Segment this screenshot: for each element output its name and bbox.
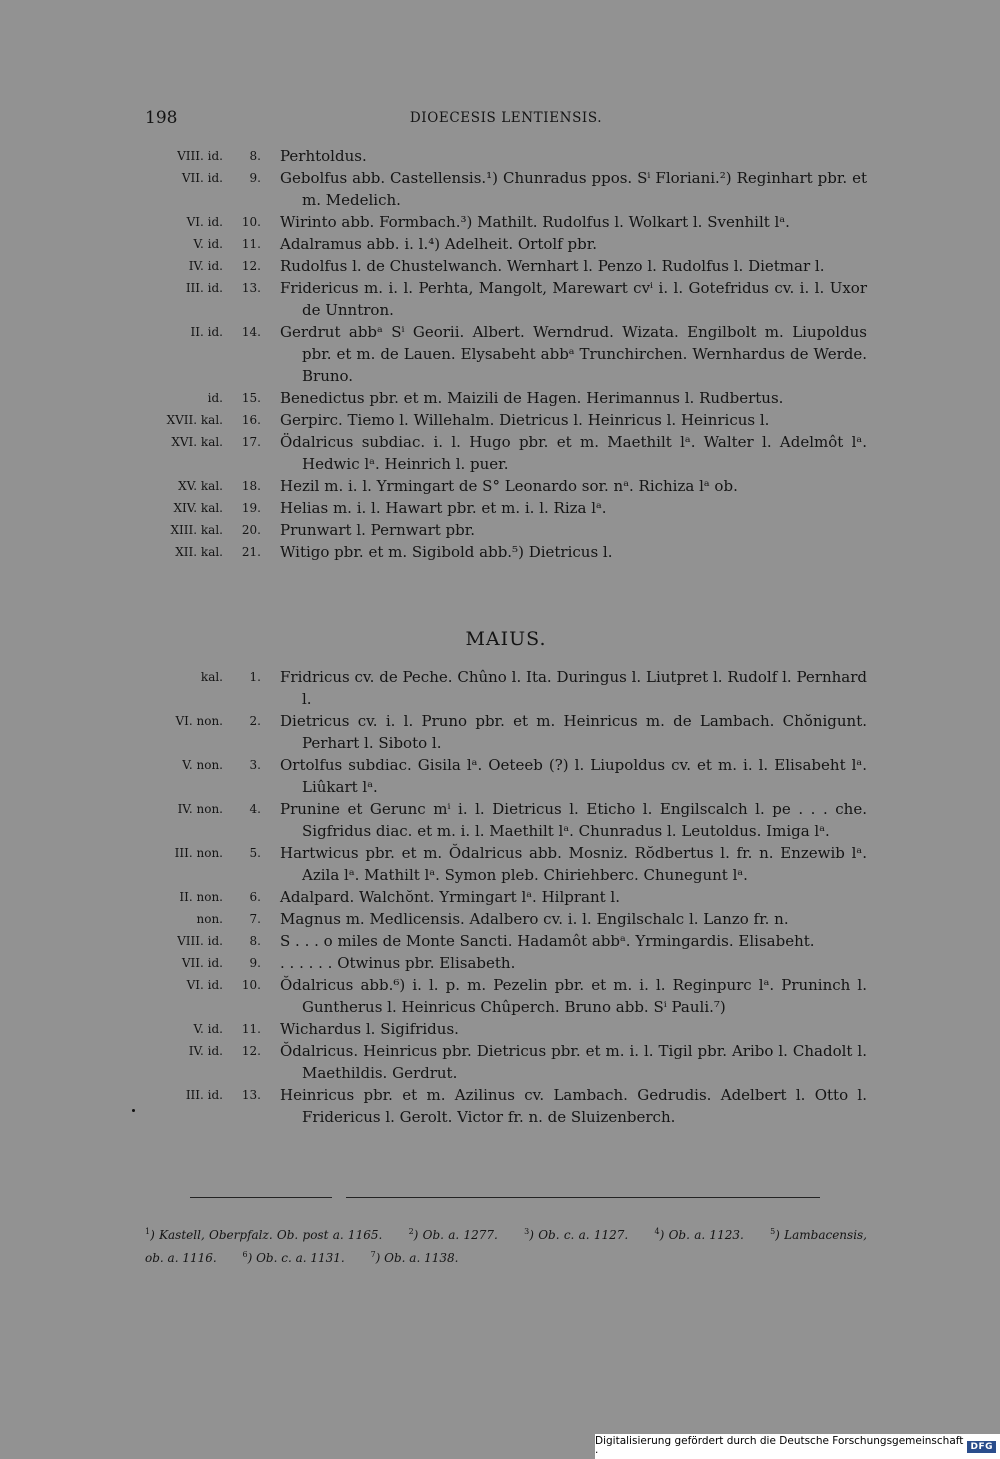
entry-day-number: 10. <box>241 215 261 229</box>
entry-date: IV. non. <box>177 802 223 816</box>
footnote-text: Lambacensis, ob. a. 1116. <box>145 1228 867 1265</box>
entry-date: VIII. id. <box>177 149 223 163</box>
footnote-text: Ob. a. 1138. <box>384 1251 459 1265</box>
footnote-mark: 2 <box>408 1227 414 1236</box>
running-title: DIOECESIS LENTIENSIS. <box>409 110 603 126</box>
entry-date: XVI. kal. <box>171 435 223 449</box>
entry-names: Hezil m. i. l. Yrmingart de S° Leonardo sor. nᵃ. Richiza lᵃ ob. <box>280 477 738 495</box>
footnote-mark: 3 <box>524 1227 530 1236</box>
entry-names: Heinricus pbr. et m. Azilinus cv. Lambach. Gedrudis. Adelbert l. Otto l. Fridericus l. Gerolt. Victor fr. n. de Sluizenberch. <box>280 1086 867 1126</box>
entry-names: Ŏdalricus abb.⁶) i. l. p. m. Pezelin pbr. et m. i. l. Reginpurc lᵃ. Pruninch l. Guntherus l. Heinricus Chûperch. Bruno abb. Sⁱ Pauli.⁷) <box>280 976 867 1016</box>
footnote: $^5$) Lambacensis, ob. a. 1116. <box>145 1227 867 1265</box>
entry-names: Dietricus cv. i. l. Pruno pbr. et m. Heinricus m. de Lambach. Chŏnigunt. Perhart l. Siboto l. <box>280 712 867 752</box>
entry-day-number: 16. <box>241 413 261 427</box>
entry-date: non. <box>196 912 223 926</box>
calendar-entry <box>145 497 867 519</box>
footnote: $^3$) Ob. c. a. 1127. <box>524 1227 629 1242</box>
calendar-entry <box>145 1040 867 1084</box>
entry-day-number: 8. <box>249 934 261 948</box>
entry-date: IV. id. <box>188 1044 223 1058</box>
entry-names: Prunine et Gerunc mⁱ i. l. Dietricus l. Eticho l. Engilscalch l. pe . . . che. Sigfridus diac. et m. i. l. Maethilt lᵃ. Chunradus l. Leutoldus. Imiga lᵃ. <box>280 800 867 840</box>
entry-day-number: 12. <box>241 1044 261 1058</box>
entry-date: VI. id. <box>186 978 223 992</box>
calendar-entry <box>145 519 867 541</box>
entry-day-number: 14. <box>241 325 261 339</box>
footnote: $^1$) Kastell, Oberpfalz. Ob. post a. 1165. <box>145 1227 383 1242</box>
month-title: MAIUS. <box>465 628 547 650</box>
entry-day-number: 20. <box>241 523 261 537</box>
footnote-text: Ob. c. a. 1131. <box>256 1251 345 1265</box>
entry-date: V. id. <box>193 237 223 251</box>
entry-date: XIII. kal. <box>170 523 223 537</box>
calendar-entry <box>145 710 867 754</box>
entry-day-number: 18. <box>241 479 261 493</box>
footnote-text: Ob. c. a. 1127. <box>538 1228 629 1242</box>
calendar-entry <box>145 277 867 321</box>
page-number: 198 <box>145 108 178 128</box>
entry-names: Helias m. i. l. Hawart pbr. et m. i. l. Riza lᵃ. <box>280 499 607 517</box>
april-entries <box>145 145 867 563</box>
entry-date: V. id. <box>193 1022 223 1036</box>
entry-names: Wirinto abb. Formbach.³) Mathilt. Rudolfus l. Wolkart l. Svenhilt lᵃ. <box>280 213 790 231</box>
footnote: $^7$) Ob. a. 1138. <box>370 1250 459 1265</box>
footnote-rule <box>190 1197 820 1198</box>
entry-names: Perhtoldus. <box>280 147 367 165</box>
entry-date: XVII. kal. <box>166 413 223 427</box>
calendar-entry <box>145 387 867 409</box>
entry-day-number: 5. <box>249 846 261 860</box>
calendar-entry <box>145 167 867 211</box>
digitization-credit <box>595 1434 1000 1459</box>
entry-names: Hartwicus pbr. et m. Ŏdalricus abb. Mosniz. Rŏdbertus l. fr. n. Enzewib lᵃ. Azila lᵃ. Mathilt lᵃ. Symon pleb. Chiriehberc. Chunegunt lᵃ. <box>280 844 867 884</box>
calendar-entry <box>145 974 867 1018</box>
entry-names: . . . . . . Otwinus pbr. Elisabeth. <box>280 954 516 972</box>
calendar-entry <box>145 409 867 431</box>
footnote: $^6$) Ob. c. a. 1131. <box>242 1250 345 1265</box>
calendar-entry <box>145 475 867 497</box>
entry-names: Fridericus m. i. l. Perhta, Mangolt, Marewart cvⁱ i. l. Gotefridus cv. i. l. Uxor de Unntron. <box>280 279 867 319</box>
entry-date: XII. kal. <box>175 545 223 559</box>
entry-day-number: 9. <box>249 956 261 970</box>
entry-names: Ortolfus subdiac. Gisila lᵃ. Oeteeb (?) l. Liupoldus cv. et m. i. l. Elisabeht lᵃ. Liûkart lᵃ. <box>280 756 867 796</box>
footnote-mark: 5 <box>770 1227 776 1236</box>
entry-names: Adalramus abb. i. l.⁴) Adelheit. Ortolf pbr. <box>280 235 597 253</box>
footnote-mark: 4 <box>654 1227 660 1236</box>
entry-day-number: 17. <box>241 435 261 449</box>
footnote: $^4$) Ob. a. 1123. <box>654 1227 744 1242</box>
calendar-entry <box>145 952 867 974</box>
entry-day-number: 11. <box>241 237 261 251</box>
calendar-entry <box>145 908 867 930</box>
entry-date: kal. <box>200 670 223 684</box>
calendar-entry <box>145 255 867 277</box>
calendar-entry <box>145 666 867 710</box>
calendar-entry <box>145 930 867 952</box>
footnote-text: Ob. a. 1277. <box>422 1228 498 1242</box>
calendar-entry <box>145 1084 867 1128</box>
entry-names: Ŏdalricus. Heinricus pbr. Dietricus pbr. et m. i. l. Tigil pbr. Aribo l. Chadolt l. Maethildis. Gerdrut. <box>280 1042 867 1082</box>
entry-day-number: 13. <box>241 281 261 295</box>
calendar-entry <box>145 211 867 233</box>
entry-date: V. non. <box>182 758 223 772</box>
entry-day-number: 1. <box>249 670 261 684</box>
entry-day-number: 6. <box>249 890 261 904</box>
entry-names: Wichardus l. Sigifridus. <box>280 1020 459 1038</box>
footnote-mark: 7 <box>370 1250 376 1259</box>
entry-names: S . . . o miles de Monte Sancti. Hadamôt abbᵃ. Yrmingardis. Elisabeht. <box>280 932 815 950</box>
entry-day-number: 10. <box>241 978 261 992</box>
entry-date: VII. id. <box>181 956 223 970</box>
entry-date: XV. kal. <box>178 479 223 493</box>
entry-date: id. <box>207 391 223 405</box>
entry-date: II. non. <box>179 890 223 904</box>
calendar-entry <box>145 1018 867 1040</box>
entry-date: III. id. <box>185 281 223 295</box>
entry-day-number: 9. <box>249 171 261 185</box>
entry-date: VI. non. <box>175 714 223 728</box>
credit-text: Digitalisierung gefördert durch die Deutsche Forschungsgemeinschaft · <box>595 1434 964 1459</box>
entry-names: Magnus m. Medlicensis. Adalbero cv. i. l. Engilschalc l. Lanzo fr. n. <box>280 910 789 928</box>
entry-date: VIII. id. <box>177 934 223 948</box>
entry-day-number: 12. <box>241 259 261 273</box>
entry-names: Gerdrut abbᵃ Sⁱ Georii. Albert. Werndrud. Wizata. Engilbolt m. Liupoldus pbr. et m. de Lauen. Elysabeht abbᵃ Trunchirchen. Wernhardus de Werde. Bruno. <box>280 323 867 385</box>
entry-names: Benedictus pbr. et m. Maizili de Hagen. Herimannus l. Rudbertus. <box>280 389 784 407</box>
entry-names: Gerpirc. Tiemo l. Willehalm. Dietricus l. Heinricus l. Heinricus l. <box>280 411 770 429</box>
entry-names: Prunwart l. Pernwart pbr. <box>280 521 476 539</box>
entry-date: III. non. <box>174 846 223 860</box>
footnote-mark: 1 <box>145 1227 151 1236</box>
entry-day-number: 7. <box>249 912 261 926</box>
entry-day-number: 11. <box>241 1022 261 1036</box>
entry-day-number: 4. <box>249 802 261 816</box>
entry-date: II. id. <box>190 325 223 339</box>
calendar-entry <box>145 321 867 387</box>
footnote-text: Ob. a. 1123. <box>668 1228 744 1242</box>
footnote: $^2$) Ob. a. 1277. <box>408 1227 498 1242</box>
entry-day-number: 13. <box>241 1088 261 1102</box>
dfg-logo: DFG <box>967 1441 996 1453</box>
calendar-entry <box>145 541 867 563</box>
calendar-entry <box>145 886 867 908</box>
calendar-entry <box>145 233 867 255</box>
entry-day-number: 2. <box>249 714 261 728</box>
entry-day-number: 8. <box>249 149 261 163</box>
entry-names: Ödalricus subdiac. i. l. Hugo pbr. et m. Maethilt lᵃ. Walter l. Adelmôt lᵃ. Hedwic lᵃ. Heinrich l. puer. <box>280 433 867 473</box>
footnote-mark: 6 <box>242 1250 248 1259</box>
stray-mark <box>132 1109 135 1112</box>
entry-names: Gebolfus abb. Castellensis.¹) Chunradus ppos. Sⁱ Floriani.²) Reginhart pbr. et m. Medelich. <box>280 169 867 209</box>
entry-date: XIV. kal. <box>173 501 223 515</box>
calendar-entry <box>145 798 867 842</box>
entry-day-number: 21. <box>241 545 261 559</box>
calendar-entry <box>145 842 867 886</box>
maius-entries <box>145 666 867 1128</box>
calendar-entry <box>145 431 867 475</box>
entry-names: Adalpard. Walchŏnt. Yrmingart lᵃ. Hilprant l. <box>280 888 620 906</box>
entry-date: VI. id. <box>186 215 223 229</box>
footnote-text: Kastell, Oberpfalz. Ob. post a. 1165. <box>159 1228 383 1242</box>
entry-date: IV. id. <box>188 259 223 273</box>
entry-names: Fridricus cv. de Peche. Chûno l. Ita. Duringus l. Liutpret l. Rudolf l. Pernhard l. <box>280 668 867 708</box>
page-header <box>145 108 867 128</box>
entry-day-number: 15. <box>241 391 261 405</box>
entry-day-number: 19. <box>241 501 261 515</box>
calendar-entry <box>145 754 867 798</box>
entry-day-number: 3. <box>249 758 261 772</box>
entry-date: III. id. <box>185 1088 223 1102</box>
entry-date: VII. id. <box>181 171 223 185</box>
entry-names: Witigo pbr. et m. Sigibold abb.⁵) Dietricus l. <box>280 543 613 561</box>
footnotes <box>145 1222 867 1268</box>
calendar-entry <box>145 145 867 167</box>
entry-names: Rudolfus l. de Chustelwanch. Wernhart l. Penzo l. Rudolfus l. Dietmar l. <box>280 257 825 275</box>
